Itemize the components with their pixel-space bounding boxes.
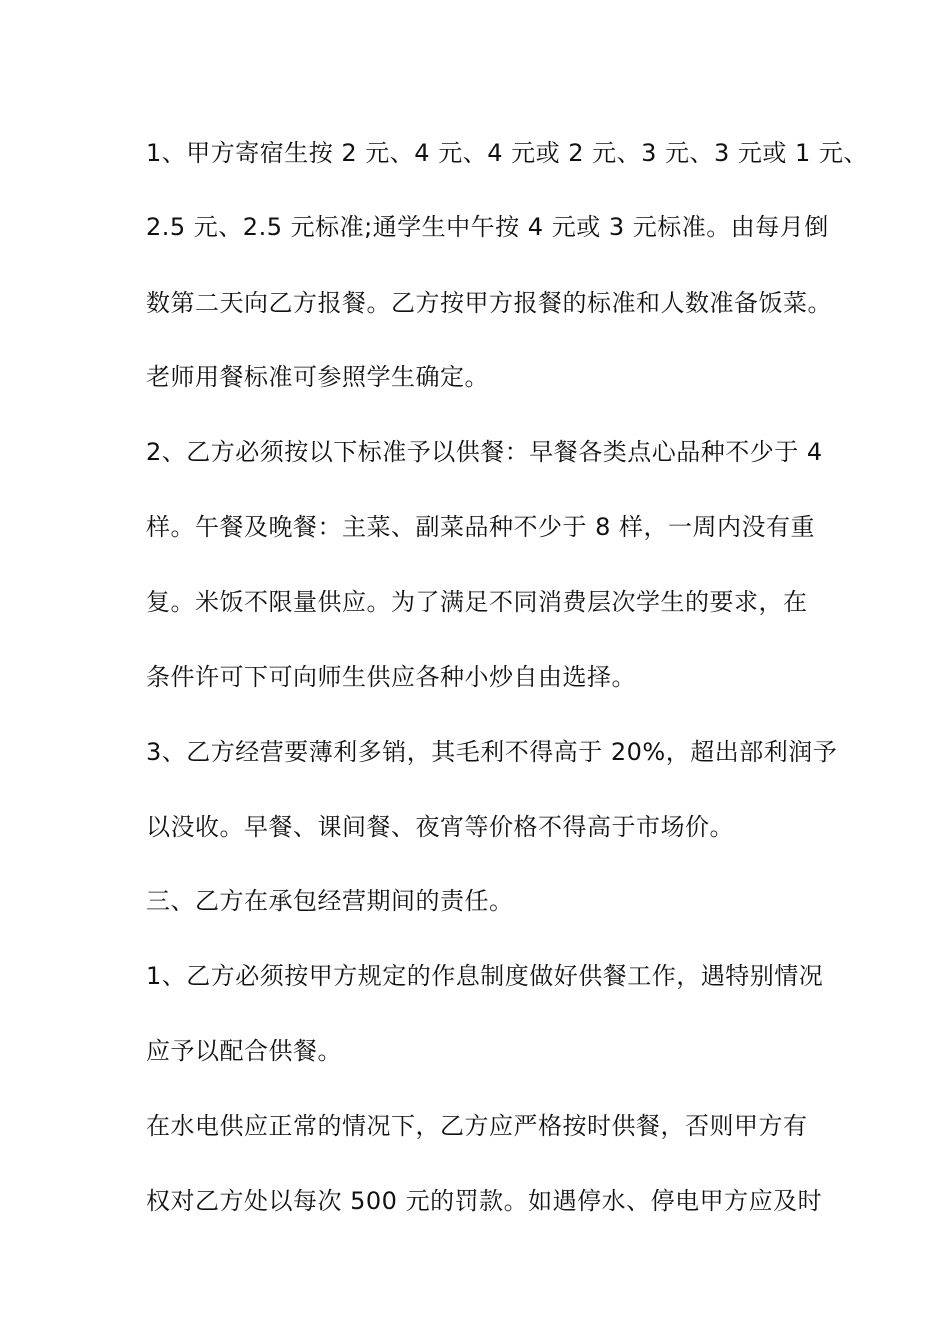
- text-line: 应予以配合供餐。: [146, 1037, 342, 1065]
- text-line: 权对乙方处以每次 500 元的罚款。如遇停水、停电甲方应及时: [146, 1187, 823, 1215]
- text-line: 以没收。早餐、课间餐、夜宵等价格不得高于市场价。: [146, 813, 734, 841]
- text-line: 1、甲方寄宿生按 2 元、4 元、4 元或 2 元、3 元、3 元或 1 元、: [146, 139, 868, 167]
- text-line: 样。午餐及晚餐：主菜、副菜品种不少于 8 样，一周内没有重: [146, 513, 816, 541]
- text-line: 条件许可下可向师生供应各种小炒自由选择。: [146, 663, 636, 691]
- text-line: 复。米饭不限量供应。为了满足不同消费层次学生的要求，在: [146, 588, 808, 616]
- text-line: 2、乙方必须按以下标准予以供餐：早餐各类点心品种不少于 4: [146, 438, 823, 466]
- section-heading: 三、乙方在承包经营期间的责任。: [146, 887, 514, 915]
- text-line: 3、乙方经营要薄利多销，其毛利不得高于 20%，超出部利润予: [146, 738, 838, 766]
- text-line: 在水电供应正常的情况下，乙方应严格按时供餐，否则甲方有: [146, 1112, 808, 1140]
- text-line: 1、乙方必须按甲方规定的作息制度做好供餐工作，遇特别情况: [146, 962, 824, 990]
- text-line: 2.5 元、2.5 元标准;通学生中午按 4 元或 3 元标准。由每月倒: [146, 213, 829, 241]
- text-line: 老师用餐标准可参照学生确定。: [146, 363, 489, 391]
- text-line: 数第二天向乙方报餐。乙方按甲方报餐的标准和人数准备饭菜。: [146, 289, 832, 317]
